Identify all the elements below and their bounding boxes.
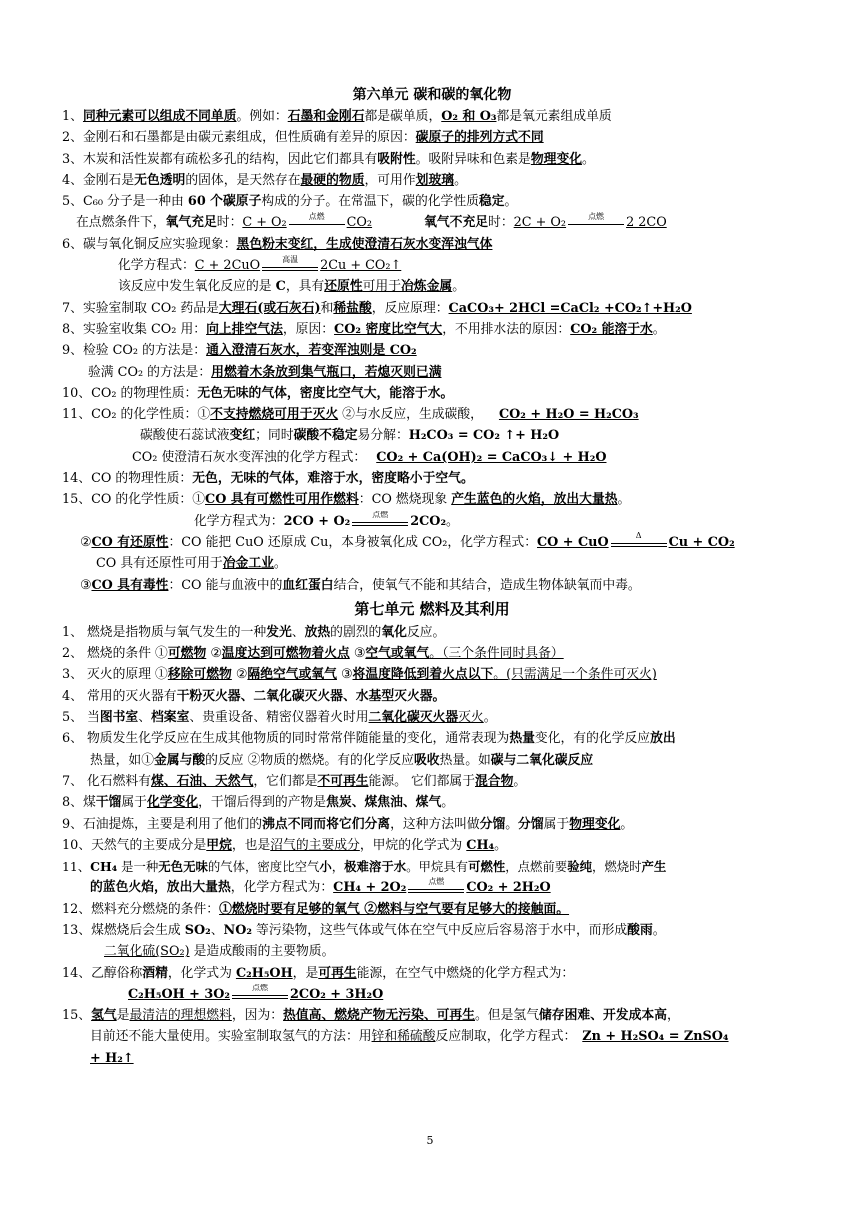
- line-7-14b: C₂H₅OH + 3O₂ 点燃 2CO₂ + 3H₂O: [128, 983, 384, 1002]
- line-7-13b: 二氧化硫(SO₂) 是造成酸雨的主要物质。: [104, 944, 335, 960]
- line-6-6c: 该反应中发生氧化反应的是 C，具有还原性可用于冶炼金属。: [118, 279, 465, 295]
- line-6-8: 8、实验室收集 CO₂ 用：向上排空气法，原因：CO₂ 密度比空气大，不用排水法的原因：CO₂ 能溶于水。: [62, 321, 666, 337]
- line-7-5: 5、 当图书室、档案室、贵重设备、精密仪器着火时用二氧化碳灭火器灭火。: [62, 710, 497, 726]
- line-7-12: 12、燃料充分燃烧的条件：①燃烧时要有足够的氧气 ②燃料与空气要有足够大的接触面。: [62, 901, 570, 917]
- line-6-15c: ②CO 有还原性：CO 能把 CuO 还原成 Cu，本身被氧化成 CO₂，化学方程式：CO + CuO Δ Cu + CO₂: [80, 531, 735, 550]
- line-6-9b: 验满 CO₂ 的方法是：用燃着木条放到集气瓶口，若熄灭则已满: [88, 364, 442, 380]
- line-6-3: 3、木炭和活性炭都有疏松多孔的结构，因此它们都具有吸附性。吸附异味和色素是物理变化。: [62, 151, 595, 167]
- page-number: 5: [426, 1134, 434, 1147]
- line-6-15e: ③CO 具有毒性：CO 能与血液中的血红蛋白结合，使氧气不能和其结合，造成生物体缺氧而中毒。: [80, 577, 641, 593]
- line-6-1: 1、同种元素可以组成不同单质。例如：石墨和金刚石都是碳单质，O₂ 和 O₃都是氧元素组成单质: [62, 109, 612, 124]
- line-7-10: 10、天然气的主要成分是甲烷，也是沼气的主要成分，甲烷的化学式为 CH₄。: [62, 837, 507, 853]
- line-7-11b: 的蓝色火焰，放出大量热，化学方程式为：CH₄ + 2O₂ 点燃 CO₂ + 2H₂O: [90, 877, 551, 896]
- line-6-9: 9、检验 CO₂ 的方法是：通入澄清石灰水，若变浑浊则是 CO₂: [62, 343, 417, 359]
- line-6-5: 5、C₆₀ 分子是一种由 60 个碳原子构成的分子。在常温下，碳的化学性质稳定。: [62, 194, 518, 210]
- line-7-15: 15、氢气是最清洁的理想燃料，因为：热值高、燃烧产物无污染、可再生。但是氢气储存困难、开发成本高，: [62, 1008, 680, 1024]
- line-7-13: 13、煤燃烧后会生成 SO₂、NO₂ 等污染物，这些气体或气体在空气中反应后容易溶于水中，而形成酸雨。: [62, 922, 666, 938]
- line-7-8: 8、煤干馏属于化学变化，干馏后得到的产物是焦炭、煤焦油、煤气。: [62, 795, 455, 811]
- line-7-3: 3、 灭火的原理 ①移除可燃物 ②隔绝空气或氧气 ③将温度降低到着火点以下。(只需满足一个条件可灭火): [62, 667, 657, 683]
- line-7-15b: 目前还不能大量使用。实验室制取氢气的方法：用锌和稀硫酸反应制取，化学方程式： Zn + H₂SO₄ = ZnSO₄: [90, 1029, 729, 1045]
- line-6-15b: 化学方程式为：2CO + O₂ 点燃 2CO₂。: [194, 510, 459, 529]
- line-7-11: 11、CH₄ 是一种无色无味的气体，密度比空气小，极难溶于水。甲烷具有可燃性，点燃前要验纯，燃烧时产生: [62, 859, 667, 875]
- line-6-4: 4、金刚石是无色透明的固体，是天然存在最硬的物质，可用作划玻璃。: [62, 172, 467, 188]
- line-6-7: 7、实验室制取 CO₂ 药品是大理石(或石灰石)和稀盐酸，反应原理：CaCO₃+ 2HCl =CaCl₂ +CO₂↑+H₂O: [62, 300, 692, 316]
- line-7-7: 7、 化石燃料有煤、石油、天然气，它们都是不可再生能源。 它们都属于混合物。: [62, 773, 527, 789]
- line-6-14: 14、CO 的物理性质：无色，无味的气体，难溶于水，密度略小于空气。: [62, 471, 474, 487]
- line-6-11: 11、CO₂ 的化学性质：①不支持燃烧可用于灭火 ②与水反应，生成碳酸， CO₂ + H₂O = H₂CO₃: [62, 407, 639, 423]
- line-6-6b: 化学方程式：C + 2CuO 高温 2Cu + CO₂↑: [118, 255, 402, 274]
- line-6-15: 15、CO 的化学性质：①CO 具有可燃性可用作燃料：CO 燃烧现象 产生蓝色的火焰，放出大量热。: [62, 492, 631, 508]
- line-7-9: 9、石油提炼，主要是利用了他们的沸点不同而将它们分离，这种方法叫做分馏。分馏属于物理变化。: [62, 816, 634, 832]
- line-6-11c: CO₂ 使澄清石灰水变浑浊的化学方程式： CO₂ + Ca(OH)₂ = CaCO₃↓ + H₂O: [132, 449, 607, 465]
- line-6-11b: 碳酸使石蕊试液变红；同时碳酸不稳定易分解：H₂CO₃ = CO₂ ↑+ H₂O: [140, 428, 560, 444]
- line-7-14: 14、乙醇俗称酒精，化学式为 C₂H₅OH，是可再生能源，在空气中燃烧的化学方程式为：: [62, 965, 575, 981]
- unit7-title: 第七单元 燃料及其利用: [354, 599, 510, 618]
- line-7-1: 1、 燃烧是指物质与氧气发生的一种发光、放热的剧烈的氧化反应。: [62, 624, 446, 640]
- line-7-6b: 热量，如①金属与酸的反应 ②物质的燃烧。有的化学反应吸收热量。如碳与二氧化碳反应: [90, 752, 594, 768]
- line-7-2: 2、 燃烧的条件 ①可燃物 ②温度达到可燃物着火点 ③空气或氧气。（三个条件同时具备）: [62, 646, 564, 662]
- line-6-15d: CO 具有还原性可用于冶金工业。: [96, 556, 287, 572]
- line-7-6: 6、 物质发生化学反应在生成其他物质的同时常常伴随能量的变化，通常表现为热量变化，有的化学反应放出: [62, 731, 676, 747]
- unit6-title: 第六单元 碳和碳的氧化物: [352, 87, 512, 103]
- line-6-5b: 在点燃条件下，氧气充足时：C + O₂ 点燃 CO₂ 氧气不充足时：2C + O₂ 点燃 2 2CO: [76, 212, 667, 231]
- page-content: [62, 84, 802, 1069]
- line-6-2: 2、金刚石和石墨都是由碳元素组成，但性质确有差异的原因：碳原子的排列方式不同: [62, 130, 544, 146]
- line-6-6: 6、碳与氧化铜反应实验现象：黑色粉末变红，生成使澄清石灰水变浑浊气体: [62, 236, 493, 252]
- line-6-10: 10、CO₂ 的物理性质：无色无味的气体，密度比空气大，能溶于水。: [62, 385, 454, 401]
- line-7-4: 4、 常用的灭火器有干粉灭火器、二氧化碳灭火器、水基型灭火器。: [62, 688, 446, 704]
- line-7-15c: + H₂↑: [90, 1050, 134, 1066]
